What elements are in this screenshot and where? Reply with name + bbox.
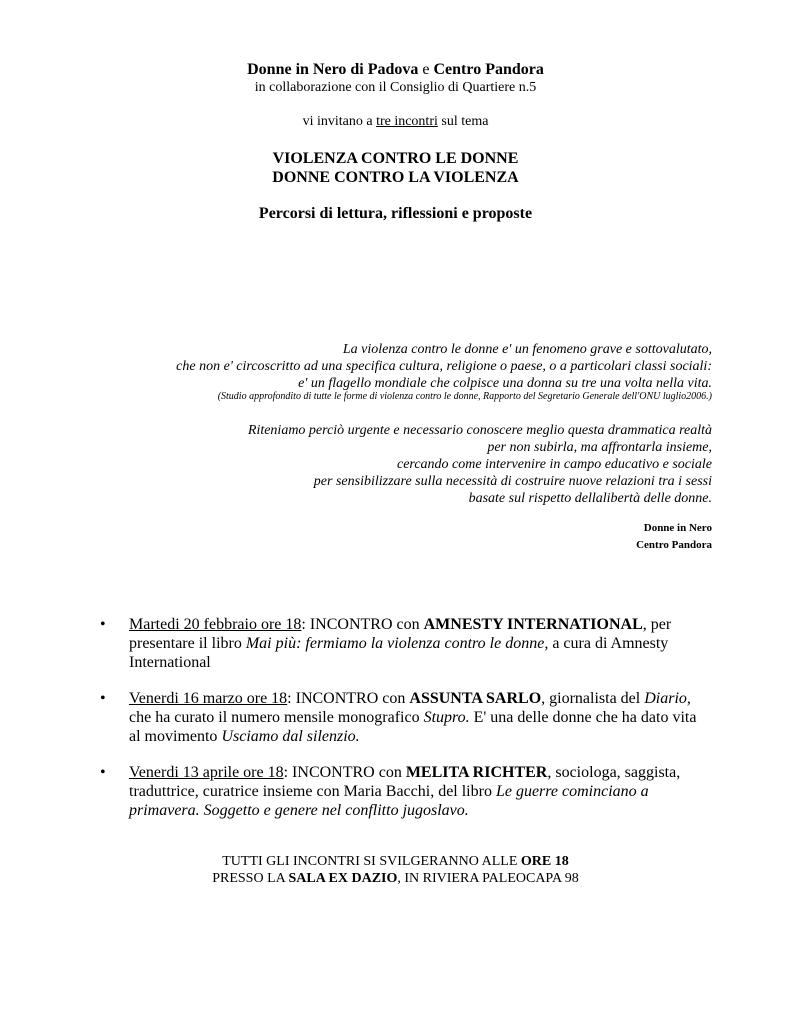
event-text: , che ha curato il numero mensile monografico [129,690,691,726]
event-text: E' una delle donne che ha dato vita al movimento [129,709,697,745]
event-title [0,149,791,187]
list-item [100,615,700,672]
list-item [100,689,700,746]
signature-centro-pandora: Centro Pandora [636,539,712,551]
event-guest: AMNESTY INTERNATIONAL [423,616,643,633]
footer-venue: SALA EX DAZIO [288,871,398,886]
org-conjunction: e [422,61,430,78]
invite-pre: vi invitano a [302,114,373,129]
quote-line: La violenza contro le donne e' un fenomeno grave e sottovalutato, [342,342,712,357]
title-line-1: VIOLENZA CONTRO LE DONNE [272,150,519,167]
quote-block [176,341,712,392]
footer-address: , IN RIVIERA PALEOCAPA 98 [397,871,579,886]
event-date: Venerdi 13 aprile ore 18 [129,764,284,781]
quote-source: (Studio approfondito di tutte le forme di violenza contro le donne, Rapporto del Segretario Generale dell'ONU luglio2006.) [217,391,712,402]
event-publication: Diario [644,690,687,707]
statement-line: per non subirla, ma affrontarla insieme, [487,440,712,455]
footer-text: PRESSO LA [212,871,289,886]
event-guest: ASSUNTA SARLO [409,690,542,707]
event-text: , sociologa, saggista, traduttrice, curatrice insieme con Maria Bacchi, del libro [129,764,681,800]
title-line-2: DONNE CONTRO LA VIOLENZA [272,169,519,186]
venue-footer [0,853,791,887]
signature-block [636,520,712,554]
quote-line: e' un flagello mondiale che colpisce una donna su tre una volta nella vita. [298,376,712,391]
event-text: , per presentare il libro [129,616,672,652]
invite-line [0,114,791,130]
bullet-icon: • [100,690,106,707]
event-guest: MELITA RICHTER [405,764,548,781]
statement-line: per sensibilizzare sulla necessità di costruire nuove relazioni tra i sessi [313,474,712,489]
event-date: Martedi 20 febbraio ore 18 [129,616,302,633]
event-intro: : INCONTRO con [283,764,406,781]
event-intro: : INCONTRO con [287,690,410,707]
statement-line: cercando come intervenire in campo educativo e sociale [396,457,712,472]
footer-time: ORE 18 [520,854,569,869]
signature-donne-in-nero: Donne in Nero [643,522,712,534]
list-item [100,763,700,820]
collaboration-line: in collaborazione con il Consiglio di Quartiere n.5 [254,80,537,95]
footer-line-1 [0,853,791,870]
event-book-title: Le guerre cominciano a primavera. Soggetto e genere nel conflitto jugoslavo. [129,783,649,819]
event-book-title: Mai più: fermiamo la violenza contro le donne, [245,635,549,652]
footer-text: TUTTI GLI INCONTRI SI SVILGERANNO ALLE [222,854,521,869]
quote-line: che non e' circoscritto ad una specifica cultura, religione o paese, o a particolari classi sociali: [176,359,712,374]
org-centro-pandora: Centro Pandora [433,61,544,78]
statement-line: Riteniamo perciò urgente e necessario conoscere meglio questa drammatica realtà [247,423,712,438]
event-text: , giornalista del [541,690,645,707]
invite-post: sul tema [441,114,489,129]
invite-tre-incontri: tre incontri [376,114,438,129]
footer-line-2 [0,870,791,887]
statement-block [248,422,712,507]
bullet-icon: • [100,764,106,781]
organizers-line [0,61,791,79]
event-text: a cura di Amnesty International [129,635,669,671]
statement-line: basate sul rispetto dellalibertà delle donne. [468,491,712,506]
bullet-icon: • [100,616,106,633]
org-donne-in-nero: Donne in Nero di Padova [247,61,419,78]
event-intro: : INCONTRO con [301,616,424,633]
event-subtitle: Percorsi di lettura, riflessioni e proposte [258,205,533,222]
events-list [100,615,700,837]
event-movement: Usciamo dal silenzio. [221,728,360,745]
event-date: Venerdi 16 marzo ore 18 [129,690,288,707]
event-issue-title: Stupro. [423,709,470,726]
